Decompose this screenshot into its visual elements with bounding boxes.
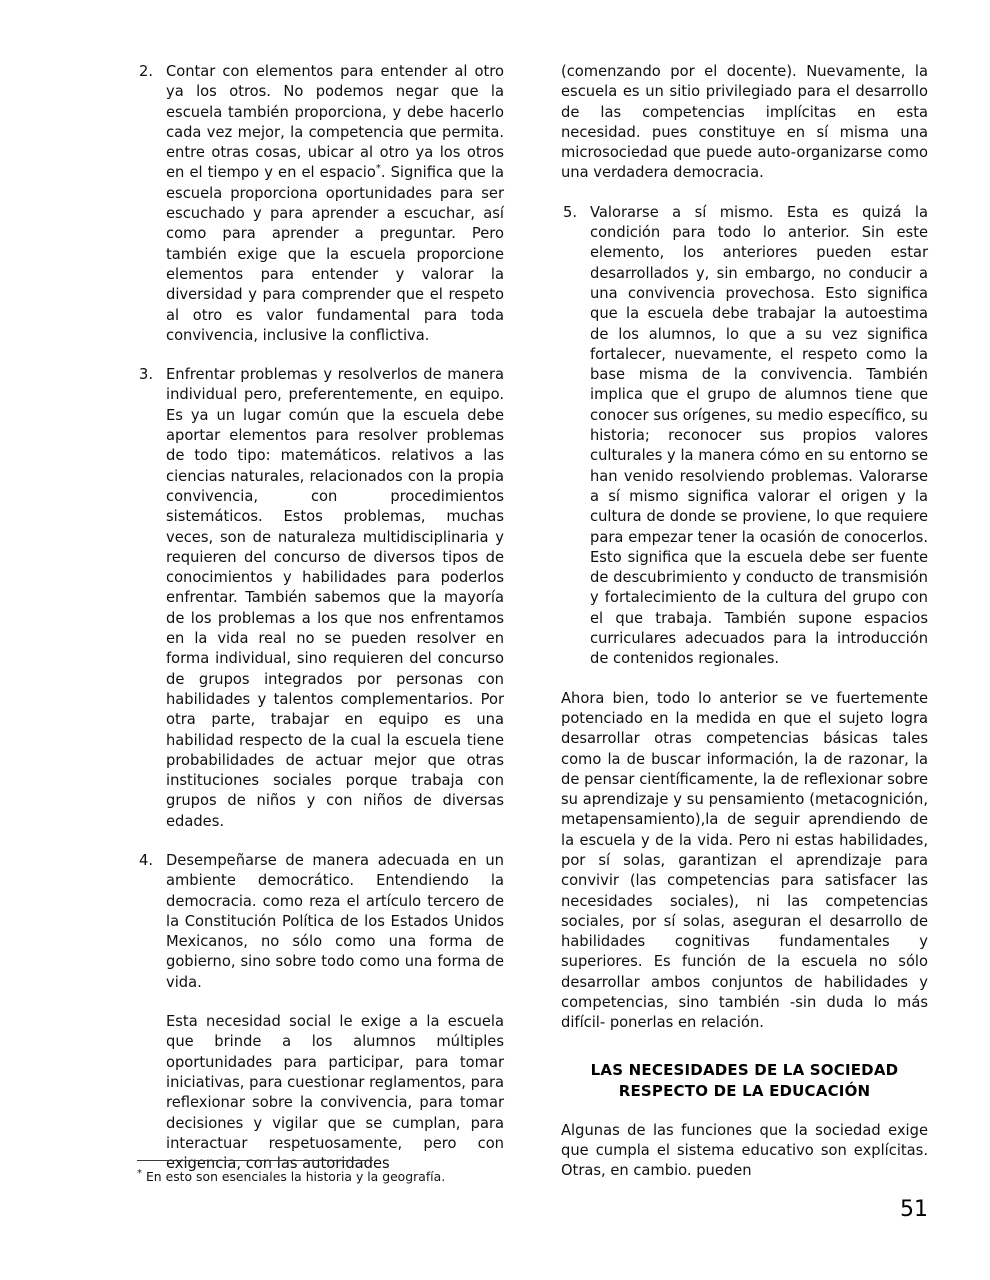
footnote-marker: * <box>137 1167 142 1179</box>
footnote-reference-marker[interactable]: * <box>375 163 381 175</box>
footnote-block <box>137 1160 504 1185</box>
section-heading-line-1: LAS NECESIDADES DE LA SOCIEDAD <box>590 1060 899 1079</box>
right-text-column <box>561 62 928 1182</box>
list-item-text-part-a: Contar con elementos para entender al otro ya los otros. No podemos negar que la escuela también proporciona, y debe hacerlo cada vez mejor, la competencia que permita. entre otras cosas, ubicar al otro ya los otros en el tiempo y en el espacio <box>166 63 504 182</box>
list-item-text: Enfrentar problemas y resolverlos de manera individual pero, preferentemente, en equipo. Es ya un lugar común que la escuela debe aportar elementos para resolver problemas de todo tipo: matemáticos. relativos a las ciencias naturales, relacionados con la propia convivencia, con procedimientos sistemáticos. Estos problemas, muchas veces, son de naturaleza multidisciplinaria y requieren del concurso de diversos tipos de conocimientos y habilidades para poderlos enfrentar. También sabemos que la mayoría de los problemas a los que nos enfrentamos en la vida real no se pueden resolver en forma individual, sino requieren del concurso de grupos integrados por personas con habilidades y talentos complementarios. Por otra parte, trabajar en equipo es una habilidad respecto de la cual la escuela tiene probabilidades de actuar mejor que otras instituciones sociales porque trabaja con grupos de niños y con niños de diversas edades. <box>166 366 504 830</box>
footnote-separator-rule <box>137 1160 373 1161</box>
section-heading-line-2: RESPECTO DE LA EDUCACIÓN <box>618 1081 871 1100</box>
page-number: 51 <box>900 1197 928 1222</box>
list-item-text: Valorarse a sí mismo. Esta es quizá la condición para todo lo anterior. Sin este elemento, los anteriores pueden estar desarrollados y, sin embargo, no conducir a una convivencia provechosa. Esto significa que la escuela debe trabajar la autoestima de los alumnos, lo que a su vez significa fortalecer, nuevamente, el respeto como la base misma de la convivencia. También implica que el grupo de alumnos tiene que conocer sus orígenes, su medio específico, su historia; reconocer sus propios valores culturales y la manera cómo en su entorno se han venido resolviendo problemas. Valorarse a sí mismo significa valorar el origen y la cultura de donde se proviene, lo que requiere para empezar tener la ocasión de conocerlos. Esto significa que la escuela debe ser fuente de descubrimiento y conducto de transmisión y fortalecimiento de la cultura del grupo con el que trabaja. También supone espacios curriculares adecuados para la introducción de contenidos regionales. <box>590 203 928 668</box>
right-closing-paragraph: Algunas de las funciones que la sociedad exige que cumpla el sistema educativo son explícitas. Otras, en cambio. pueden <box>561 1121 928 1180</box>
left-continuation-paragraph: Esta necesidad social le exige a la escuela que brinde a los alumnos múltiples oportunidades para participar, para tomar iniciativas, para cuestionar reglamentos, para reflexionar sobre la convivencia, para tomar decisiones y vigilar que se cumplan, para interactuar respetuosamente, pero con exigencia, con las autoridades <box>166 1013 504 1173</box>
list-item-number: 2. <box>139 63 154 80</box>
footnote-body: En esto son esenciales la historia y la geografía. <box>145 1169 446 1184</box>
right-carryover-paragraph: (comenzando por el docente). Nuevamente, la escuela es un sitio privilegiado para el desarrollo de las competencias implícitas en esta necesidad. pues constituye en sí misma una microsociedad que puede auto-organizarse como una verdadera democracia. <box>561 63 928 182</box>
list-item <box>137 365 504 832</box>
list-item-text: Desempeñarse de manera adecuada en un ambiente democrático. Entendiendo la democracia. como reza el artículo tercero de la Constitución Política de los Estados Unidos Mexicanos, no sólo como una forma de gobierno, sino sobre todo como una forma de vida. <box>166 851 504 991</box>
list-item <box>137 62 504 346</box>
list-item-number: 3. <box>139 366 154 384</box>
list-item-number: 5. <box>563 203 578 221</box>
section-heading <box>561 1060 928 1102</box>
list-item-text <box>166 62 504 346</box>
right-body-paragraph: Ahora bien, todo lo anterior se ve fuertemente potenciado en la medida en que el sujeto logra desarrollar otras competencias básicas tales como la de buscar información, la de razonar, la de pensar científicamente, la de reflexionar sobre su aprendizaje y su pensamiento (metacognición, metapensamiento),la de seguir aprendiendo de la escuela y de la vida. Pero ni estas habilidades, por sí solas, garantizan el aprendizaje para convivir (las competencias para satisfacer las necesidades sociales), ni las competencias sociales, por sí solas, aseguran el desarrollo de habilidades cognitivas fundamentales y superiores. Es función de la escuela no sólo desarrollar ambos conjuntos de habilidades y competencias, sino también -sin duda lo más difícil- ponerlas en relación. <box>561 689 928 1032</box>
list-item-number: 4. <box>139 851 154 869</box>
list-item-text-part-b: . Significa que la escuela proporciona oportunidades para ser escuchado y para aprender a escuchar, así como para aprender a preguntar. Pero también exige que la escuela proporcione elementos para entender y valorar la diversidad y para comprender que el respeto al otro es valor fundamental para toda convivencia, inclusive la conflictiva. <box>166 164 504 344</box>
footnote-text <box>137 1169 504 1185</box>
list-item <box>561 203 928 670</box>
left-text-column <box>137 62 504 1174</box>
list-item <box>137 851 504 993</box>
